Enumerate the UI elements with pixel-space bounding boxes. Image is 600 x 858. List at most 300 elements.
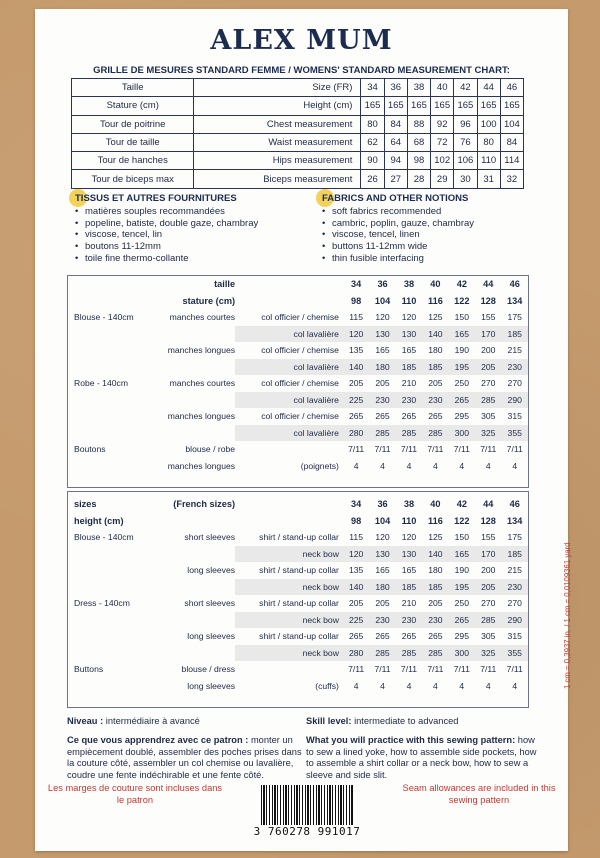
table-row — [68, 579, 528, 596]
row-group-label: Robe - 140cm — [74, 378, 128, 389]
table-cell: 120 — [343, 326, 369, 343]
level-fr-label: Niveau : — [67, 716, 104, 726]
table-row — [68, 529, 528, 546]
table-row — [68, 375, 528, 392]
row-collar-label: col lavalière — [235, 359, 343, 376]
measurement-value: 90 — [361, 152, 384, 170]
table-cell: 140 — [343, 579, 369, 596]
row-group-label — [68, 546, 148, 563]
row-collar-label: neck bow — [235, 612, 343, 629]
measurement-value: 46 — [500, 79, 523, 97]
measurement-value: 32 — [500, 170, 523, 188]
row-collar-label — [235, 661, 343, 678]
measurement-row — [72, 115, 524, 133]
table-cell: 290 — [501, 612, 528, 629]
row-group-label: Dress - 140cm — [74, 598, 130, 609]
row-sleeve-label: long sleeves — [187, 680, 236, 691]
learn-en — [306, 735, 542, 781]
table-cell: 165 — [401, 345, 417, 356]
table-cell: 285 — [422, 645, 448, 662]
table-cell: 230 — [422, 612, 448, 629]
table-cell: 165 — [375, 345, 390, 356]
table-row — [68, 645, 528, 662]
row-sleeve-label: blouse / dress — [181, 664, 236, 675]
table-cell: 34 — [351, 499, 362, 510]
table-cell: 210 — [401, 378, 417, 389]
table-cell: 230 — [396, 392, 422, 409]
table-row — [68, 326, 528, 343]
brand-title: ALEX MUM — [210, 25, 393, 56]
measurement-label-en: Biceps measurement — [194, 170, 361, 188]
measurement-row — [72, 97, 524, 115]
table-cell: 300 — [449, 645, 475, 662]
measurement-value: 36 — [384, 79, 407, 97]
table-cell: 110 — [401, 295, 417, 306]
supplies-en-list — [332, 206, 474, 265]
measurement-value: 165 — [361, 97, 384, 115]
measurement-value: 165 — [500, 97, 523, 115]
table-cell: 325 — [475, 645, 501, 662]
measurement-value: 98 — [407, 152, 430, 170]
measurement-row — [72, 133, 524, 151]
row-sleeve-label: long sleeves — [187, 631, 236, 642]
table-cell: 305 — [481, 411, 496, 422]
row-collar-label: (poignets) — [300, 460, 339, 471]
table-cell: 7/11 — [453, 664, 470, 675]
table-cell: 125 — [428, 312, 443, 323]
table-cell: 265 — [375, 631, 390, 642]
list-item: • cambric, poplin, gauze, chambray — [332, 218, 474, 230]
measurement-label-fr: Stature (cm) — [72, 97, 194, 115]
table-cell: 230 — [396, 612, 422, 629]
table-cell: 120 — [343, 546, 369, 563]
row-sleeve-label — [148, 579, 235, 596]
measurement-value: 30 — [454, 170, 477, 188]
table-cell: 265 — [428, 411, 443, 422]
measurement-label-fr: Taille — [72, 79, 194, 97]
list-item: • viscose, tencel, linen — [332, 229, 474, 241]
measurement-value: 80 — [477, 133, 500, 151]
table-cell: 205 — [375, 598, 390, 609]
row-group-label — [68, 326, 148, 343]
table-cell: 120 — [401, 532, 417, 543]
list-item: • matières souples recommandées — [85, 206, 258, 218]
measurement-row — [72, 170, 524, 188]
table-row — [68, 458, 528, 475]
table-cell: 270 — [507, 378, 522, 389]
table-row — [68, 612, 528, 629]
list-item: • thin fusible interfacing — [332, 253, 474, 265]
measurement-value: 28 — [407, 170, 430, 188]
row-collar-label: col officier / chemise — [261, 345, 339, 356]
table-row — [68, 392, 528, 409]
row-sleeve-label — [148, 326, 235, 343]
row-sleeve-label: blouse / robe — [185, 444, 236, 455]
learn-en-text: how to sew a lined yoke, how to assemble side pockets, how to assemble a shirt collar or a neck bow, how to sew a sleeve and side slit. — [306, 735, 537, 780]
table-cell: 315 — [507, 631, 522, 642]
table-cell: 130 — [369, 546, 395, 563]
table-cell: 185 — [396, 359, 422, 376]
table-cell: 285 — [396, 425, 422, 442]
row-collar-label: col officier / chemise — [261, 312, 339, 323]
table-cell: 38 — [403, 279, 415, 290]
table-cell: 4 — [353, 680, 359, 691]
table-cell: 285 — [369, 645, 395, 662]
table-cell: 4 — [380, 460, 385, 471]
table-row — [68, 359, 528, 376]
table-cell: 134 — [507, 515, 523, 526]
table-cell: 104 — [374, 515, 391, 526]
table-header-row — [68, 276, 528, 293]
measurement-value: 31 — [477, 170, 500, 188]
row-sleeve-label: stature (cm) — [182, 295, 236, 306]
row-collar-label — [235, 441, 343, 458]
row-sleeve-label — [148, 546, 235, 563]
fabric-requirements-en — [67, 491, 529, 708]
table-cell: 185 — [501, 546, 528, 563]
row-group-label — [68, 425, 148, 442]
table-cell: 155 — [481, 532, 496, 543]
table-cell: 120 — [401, 312, 417, 323]
table-cell: 44 — [483, 499, 494, 510]
table-row — [68, 342, 528, 359]
table-cell: 7/11 — [400, 664, 418, 675]
measurement-value: 64 — [384, 133, 407, 151]
table-cell: 4 — [485, 460, 491, 471]
row-group-label — [68, 293, 148, 310]
table-cell: 265 — [449, 392, 475, 409]
measurement-table — [71, 78, 524, 189]
row-collar-label — [235, 293, 343, 310]
row-collar-label: (cuffs) — [315, 680, 339, 691]
measurement-label-en: Size (FR) — [194, 79, 361, 97]
row-collar-label: col officier / chemise — [261, 378, 339, 389]
table-cell: 205 — [428, 378, 443, 389]
conversion-note: 1 cm = 0,3937 in. / 1 cm = 0,0109361 yard — [563, 542, 572, 689]
table-cell: 230 — [501, 359, 528, 376]
table-cell: 7/11 — [480, 664, 497, 675]
row-collar-label: shirt / stand-up collar — [259, 532, 339, 543]
table-row — [68, 562, 528, 579]
table-cell: 128 — [480, 295, 496, 306]
table-header-row — [68, 293, 528, 310]
measurement-value: 26 — [361, 170, 384, 188]
list-item: • popeline, batiste, double gaze, chambray — [85, 218, 258, 230]
table-cell: 165 — [375, 565, 390, 576]
table-cell: 130 — [396, 326, 422, 343]
table-cell: 190 — [454, 345, 469, 356]
table-cell: 4 — [433, 680, 438, 691]
table-cell: 38 — [403, 499, 415, 510]
supplies-en-heading: FABRICS AND OTHER NOTIONS — [322, 193, 469, 204]
table-cell: 34 — [351, 279, 362, 290]
row-collar-label — [235, 496, 343, 513]
table-cell: 195 — [449, 579, 475, 596]
measurement-value: 165 — [384, 97, 407, 115]
row-group-label — [68, 612, 148, 629]
table-cell: 36 — [377, 279, 388, 290]
row-sleeve-label: short sleeves — [184, 598, 236, 609]
measurement-label-fr: Tour de poitrine — [72, 115, 194, 133]
list-item: • buttons 11-12mm wide — [332, 241, 474, 253]
row-group-label: Blouse - 140cm — [74, 532, 134, 543]
table-cell: 135 — [348, 345, 364, 356]
measurement-row — [72, 79, 524, 97]
learn-en-label: What you will practice with this sewing pattern: — [306, 735, 516, 745]
table-cell: 98 — [351, 295, 362, 306]
table-cell: 200 — [481, 565, 496, 576]
row-collar-label — [235, 513, 343, 530]
row-group-label — [68, 562, 148, 579]
barcode-number: 3 760278 991017 — [253, 825, 361, 838]
table-row — [68, 441, 528, 458]
barcode — [261, 785, 353, 825]
row-group-label — [68, 678, 148, 695]
table-cell: 215 — [507, 345, 522, 356]
table-cell: 290 — [501, 392, 528, 409]
table-row — [68, 425, 528, 442]
table-cell: 116 — [427, 295, 443, 306]
table-cell: 4 — [459, 680, 465, 691]
row-group-label — [68, 458, 148, 475]
row-sleeve-label — [148, 425, 235, 442]
table-cell: 4 — [406, 680, 412, 691]
table-cell: 205 — [428, 598, 443, 609]
table-cell: 120 — [375, 532, 390, 543]
table-cell: 185 — [501, 326, 528, 343]
measurement-label-en: Chest measurement — [194, 115, 361, 133]
measurement-label-en: Height (cm) — [194, 97, 361, 115]
table-cell: 165 — [449, 546, 475, 563]
measurement-value: 165 — [477, 97, 500, 115]
row-group-label — [68, 276, 148, 293]
table-cell: 42 — [456, 499, 467, 510]
measurement-label-fr: Tour de hanches — [72, 152, 194, 170]
row-collar-label: col lavalière — [235, 425, 343, 442]
table-cell: 205 — [348, 598, 364, 609]
row-group-label — [68, 359, 148, 376]
measurement-value: 34 — [361, 79, 384, 97]
table-cell: 285 — [475, 392, 501, 409]
table-cell: 110 — [401, 515, 417, 526]
row-collar-label: shirt / stand-up collar — [259, 565, 339, 576]
table-cell: 7/11 — [453, 444, 470, 455]
table-cell: 205 — [475, 579, 501, 596]
measurement-value: 80 — [361, 115, 384, 133]
table-cell: 7/11 — [374, 664, 391, 675]
row-group-label — [68, 408, 148, 425]
level-en-text: intermediate to advanced — [351, 716, 459, 726]
measurement-value: 29 — [431, 170, 454, 188]
table-cell: 250 — [454, 598, 469, 609]
table-cell: 7/11 — [506, 664, 523, 675]
table-cell: 42 — [456, 279, 467, 290]
table-cell: 116 — [427, 515, 443, 526]
row-sleeve-label — [148, 513, 235, 530]
supplies-fr-list — [85, 206, 258, 265]
table-cell: 7/11 — [348, 664, 365, 675]
measurement-value: 44 — [477, 79, 500, 97]
table-cell: 225 — [343, 612, 369, 629]
pattern-back-sheet — [35, 9, 572, 851]
measurement-label-en: Waist measurement — [194, 133, 361, 151]
table-cell: 285 — [422, 425, 448, 442]
table-cell: 270 — [481, 598, 496, 609]
table-cell: 4 — [380, 680, 385, 691]
row-sleeve-label: short sleeves — [184, 532, 236, 543]
row-sleeve-label — [148, 645, 235, 662]
table-cell: 265 — [348, 411, 364, 422]
table-cell: 295 — [454, 411, 469, 422]
table-cell: 175 — [507, 312, 522, 323]
table-header-row — [68, 496, 528, 513]
table-cell: 205 — [475, 359, 501, 376]
table-cell: 98 — [351, 515, 362, 526]
measurement-value: 84 — [384, 115, 407, 133]
measurement-value: 165 — [431, 97, 454, 115]
measurement-value: 96 — [454, 115, 477, 133]
measurement-value: 106 — [454, 152, 477, 170]
table-cell: 134 — [507, 295, 523, 306]
table-cell: 265 — [401, 631, 417, 642]
table-cell: 205 — [348, 378, 364, 389]
measurement-value: 165 — [454, 97, 477, 115]
table-cell: 185 — [422, 359, 448, 376]
table-cell: 7/11 — [506, 444, 523, 455]
table-row — [68, 678, 528, 695]
table-cell: 4 — [512, 460, 518, 471]
table-cell: 165 — [449, 326, 475, 343]
table-cell: 200 — [481, 345, 496, 356]
table-cell: 185 — [396, 579, 422, 596]
table-cell: 305 — [481, 631, 496, 642]
table-cell: 230 — [422, 392, 448, 409]
table-cell: 180 — [369, 359, 395, 376]
measurement-chart-heading: GRILLE DE MESURES STANDARD FEMME / WOMENS' STANDARD MEASUREMENT CHART: — [93, 65, 510, 76]
table-cell: 40 — [430, 279, 441, 290]
table-cell: 7/11 — [427, 444, 444, 455]
table-cell: 170 — [475, 546, 501, 563]
table-row — [68, 661, 528, 678]
table-cell: 4 — [433, 460, 438, 471]
table-cell: 36 — [377, 499, 388, 510]
table-cell: 150 — [454, 532, 469, 543]
table-cell: 128 — [480, 515, 496, 526]
table-cell: 270 — [481, 378, 496, 389]
row-sleeve-label: manches longues — [167, 345, 236, 356]
table-cell: 46 — [509, 279, 520, 290]
table-cell: 230 — [369, 612, 395, 629]
table-cell: 140 — [343, 359, 369, 376]
table-cell: 7/11 — [348, 444, 365, 455]
table-row — [68, 628, 528, 645]
table-cell: 4 — [459, 460, 465, 471]
table-cell: 295 — [454, 631, 469, 642]
table-cell: 115 — [349, 312, 363, 323]
table-cell: 265 — [401, 411, 417, 422]
row-collar-label: neck bow — [235, 579, 343, 596]
table-row — [68, 595, 528, 612]
table-cell: 115 — [349, 532, 363, 543]
measurement-row — [72, 152, 524, 170]
table-cell: 250 — [454, 378, 469, 389]
level-en-label: Skill level: — [306, 716, 352, 726]
table-cell: 185 — [422, 579, 448, 596]
table-cell: 265 — [375, 411, 390, 422]
table-cell: 205 — [375, 378, 390, 389]
table-cell: 190 — [454, 565, 469, 576]
measurement-value: 94 — [384, 152, 407, 170]
measurement-value: 38 — [407, 79, 430, 97]
row-group-label: sizes — [74, 499, 97, 510]
measurement-value: 76 — [454, 133, 477, 151]
table-cell: 355 — [501, 645, 528, 662]
row-sleeve-label — [148, 392, 235, 409]
measurement-value: 110 — [477, 152, 500, 170]
row-collar-label — [235, 276, 343, 293]
list-item: • toile fine thermo-collante — [85, 253, 258, 265]
fabric-table-en — [68, 496, 528, 694]
row-sleeve-label: manches courtes — [169, 312, 236, 323]
row-collar-label: shirt / stand-up collar — [259, 631, 339, 642]
table-cell: 285 — [369, 425, 395, 442]
table-cell: 7/11 — [480, 444, 497, 455]
table-cell: 125 — [428, 532, 443, 543]
table-cell: 285 — [396, 645, 422, 662]
measurement-value: 84 — [500, 133, 523, 151]
table-row — [68, 309, 528, 326]
measurement-value: 72 — [431, 133, 454, 151]
table-cell: 7/11 — [427, 664, 444, 675]
row-collar-label: shirt / stand-up collar — [259, 598, 339, 609]
table-cell: 4 — [512, 680, 518, 691]
level-en — [306, 716, 538, 728]
table-cell: 120 — [375, 312, 390, 323]
table-cell: 130 — [396, 546, 422, 563]
seam-allowance-en: Seam allowances are included in this sewing pattern — [402, 783, 556, 805]
row-group-label: height (cm) — [74, 515, 124, 526]
table-cell: 122 — [454, 515, 470, 526]
table-header-row — [68, 513, 528, 530]
row-group-label — [68, 579, 148, 596]
table-cell: 180 — [428, 565, 443, 576]
table-cell: 215 — [507, 565, 522, 576]
table-cell: 7/11 — [374, 444, 391, 455]
table-cell: 355 — [501, 425, 528, 442]
table-cell: 140 — [422, 546, 448, 563]
table-cell: 4 — [485, 680, 491, 691]
row-group-label: Boutons — [74, 444, 106, 455]
table-cell: 225 — [343, 392, 369, 409]
table-cell: 44 — [483, 279, 494, 290]
table-cell: 280 — [343, 425, 369, 442]
table-cell: 4 — [406, 460, 412, 471]
list-item: • viscose, tencel, lin — [85, 229, 258, 241]
table-cell: 104 — [374, 295, 391, 306]
table-cell: 180 — [428, 345, 443, 356]
table-cell: 165 — [401, 565, 417, 576]
table-cell: 210 — [401, 598, 417, 609]
row-group-label — [68, 628, 148, 645]
seam-allowance-fr: Les marges de couture sont incluses dans le patron — [47, 783, 223, 805]
row-group-label: Blouse - 140cm — [74, 312, 134, 323]
measurement-value: 62 — [361, 133, 384, 151]
level-fr-text: intermédiaire à avancé — [103, 716, 200, 726]
row-collar-label: col lavalière — [235, 392, 343, 409]
measurement-value: 40 — [431, 79, 454, 97]
learn-fr-text: monter un empiècement doublé, assembler des poches prises dans la couture côté, assembler un col chemise ou lavalière, coudre une fente indéchirable et une fente côté. — [67, 735, 302, 780]
row-collar-label: col officier / chemise — [261, 411, 339, 422]
